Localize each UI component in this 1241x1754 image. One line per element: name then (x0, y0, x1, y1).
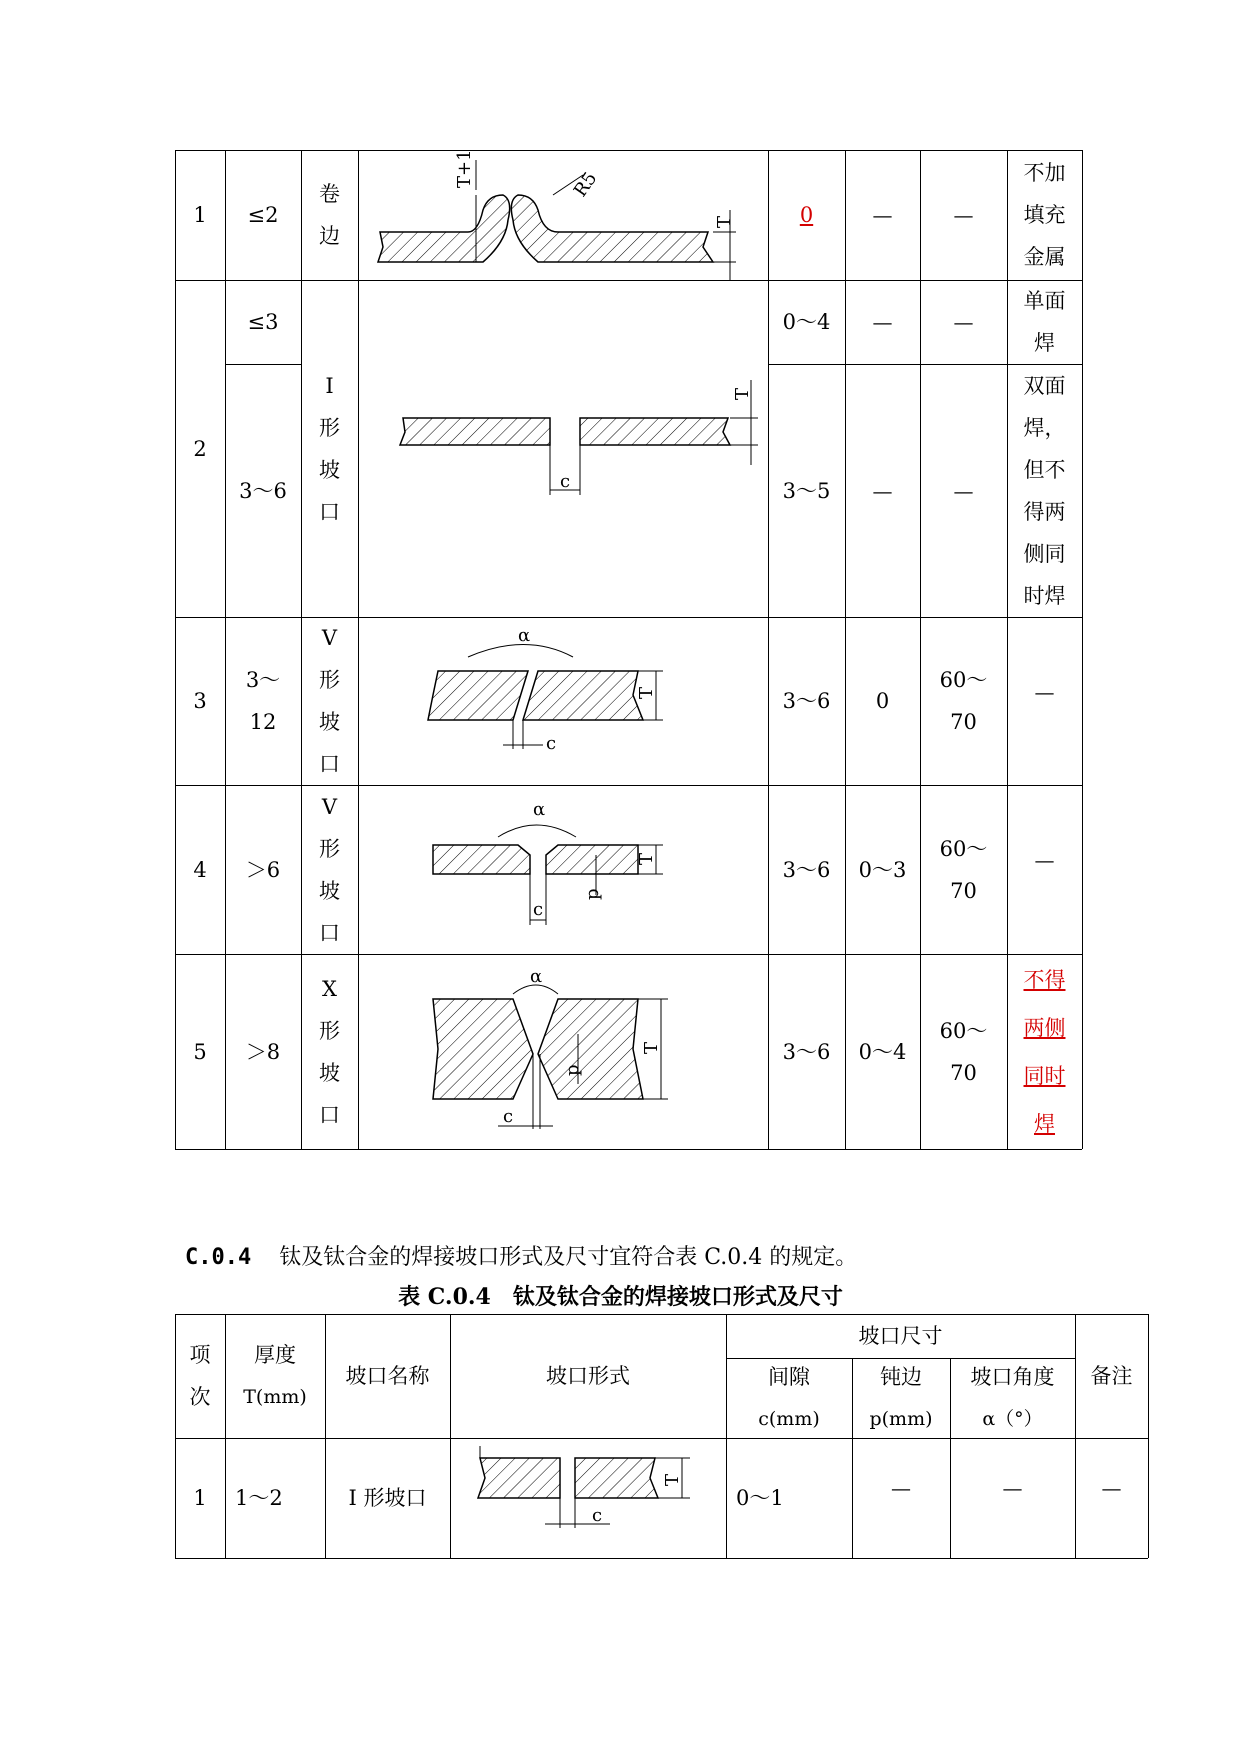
t1-r2-thickness-a: ≤3 (247, 310, 279, 334)
t1-r1-name: 卷 边 (319, 182, 340, 248)
t1-r3-thickness: 3～ 12 (245, 668, 281, 734)
t2-header-gap: 间隙 c(mm) (758, 1365, 820, 1430)
fig-v-groove-a (358, 617, 768, 785)
label-t: T (714, 215, 735, 228)
t2-r1-remark: — (1101, 1476, 1122, 1500)
t1-r5-remark: 不得 两侧 同时 焊 (1023, 967, 1066, 1136)
t1-r5-name: X 形 坡 口 (319, 976, 340, 1127)
t1-r4-blunt: 0～3 (858, 857, 907, 882)
fig-v-groove-b (358, 785, 768, 954)
label-t: T (636, 852, 657, 865)
label-t-plus-1: T+1 (454, 149, 475, 188)
t2-r1-gap: 0～1 (736, 1486, 784, 1510)
t1-r4-angle: 60～ 70 (939, 836, 988, 903)
t2-header-blunt: 钝边 p(mm) (869, 1365, 933, 1430)
t1-r4-gap: 3～6 (782, 857, 831, 882)
t2-header-form: 坡口形式 (546, 1364, 630, 1388)
label-p: p (582, 888, 603, 900)
label-c: c (503, 1106, 514, 1127)
label-c: c (533, 899, 544, 920)
clause-paragraph (185, 1240, 857, 1271)
clause-number: C.0.4 (185, 1245, 252, 1270)
t2-header-name: 坡口名称 (345, 1364, 430, 1388)
t2-r1-thickness: 1～2 (235, 1486, 283, 1510)
t2-r1-blunt: — (891, 1476, 911, 1500)
t1-r2-no: 2 (193, 436, 207, 461)
t1-r4-name: V 形 坡 口 (319, 794, 340, 945)
t1-r2-name: I 形 坡 口 (319, 373, 340, 524)
t2-header-remark: 备注 (1090, 1364, 1133, 1388)
t1-r3-angle: 60～ 70 (939, 668, 988, 734)
t2-r1-name: I 形坡口 (348, 1486, 427, 1510)
t2-header-no: 项 次 (189, 1343, 211, 1409)
t1-r4-thickness: ＞6 (245, 857, 281, 882)
label-alpha: α (530, 966, 543, 987)
label-t: T (732, 387, 753, 400)
label-t: T (641, 1041, 662, 1054)
t1-r2-blunt-b: — (872, 478, 893, 503)
t2-r1-no: 1 (193, 1486, 207, 1510)
t1-r5-no: 5 (193, 1039, 207, 1064)
clause-text: 钛及钛合金的焊接坡口形式及尺寸宜符合表 C.0.4 的规定。 (279, 1245, 858, 1270)
t1-r2-remark-b: 双面 焊， 但不 得两 侧同 时焊 (1023, 373, 1066, 608)
t2-header-angle: 坡口角度 α（°） (970, 1365, 1055, 1430)
t1-r2-gap-a: 0～4 (782, 310, 831, 334)
t1-r2-angle-a: — (953, 310, 974, 334)
t1-r1-angle: — (953, 203, 974, 227)
fig-x-groove (358, 954, 768, 1149)
fig-flange-joint (358, 150, 768, 280)
t1-r1-remark: 不加 填充 金属 (1023, 161, 1066, 269)
label-alpha: α (533, 799, 546, 820)
fig-t2-i-groove (450, 1438, 726, 1558)
t1-r4-no: 4 (193, 857, 207, 882)
t1-r2-thickness-b: 3～6 (239, 478, 287, 503)
fig-i-groove (358, 280, 768, 617)
t1-r5-gap: 3～6 (782, 1039, 831, 1064)
t1-r5-angle: 60～ 70 (939, 1018, 988, 1085)
t1-r2-blunt-a: — (872, 310, 893, 334)
t1-r3-blunt: 0 (875, 689, 890, 713)
t1-r1-blunt: — (872, 203, 893, 227)
t1-r5-blunt: 0～4 (858, 1039, 907, 1064)
t1-r3-remark: — (1034, 680, 1055, 704)
t1-r2-remark-a: 单面 焊 (1023, 289, 1066, 355)
label-r5: R5 (569, 168, 602, 201)
label-t: T (636, 686, 657, 699)
label-t: T (662, 1473, 683, 1486)
t2-header-thickness: 厚度 T(mm) (243, 1343, 307, 1408)
label-alpha: α (518, 625, 531, 646)
label-c: c (560, 471, 571, 492)
t1-r1-no: 1 (193, 203, 207, 227)
t1-r3-gap: 3～6 (782, 689, 831, 713)
t2-r1-angle: — (1002, 1476, 1023, 1500)
table-caption: 表 C.0.4 钛及钛合金的焊接坡口形式及尺寸 (398, 1284, 843, 1310)
t1-r4-remark: — (1034, 848, 1055, 872)
t1-r3-name: V 形 坡 口 (319, 626, 340, 776)
t1-r2-angle-b: — (953, 478, 974, 503)
label-c: c (546, 733, 557, 754)
t1-r2-gap-b: 3～5 (782, 478, 831, 503)
t1-r3-no: 3 (193, 689, 207, 713)
label-c: c (592, 1505, 603, 1526)
label-p: p (562, 1064, 583, 1076)
t2-header-size-group: 坡口尺寸 (858, 1324, 943, 1348)
t1-r5-thickness: ＞8 (245, 1039, 281, 1064)
t1-r1-gap: 0 (799, 203, 814, 227)
t1-r1-thickness: ≤2 (247, 203, 279, 227)
